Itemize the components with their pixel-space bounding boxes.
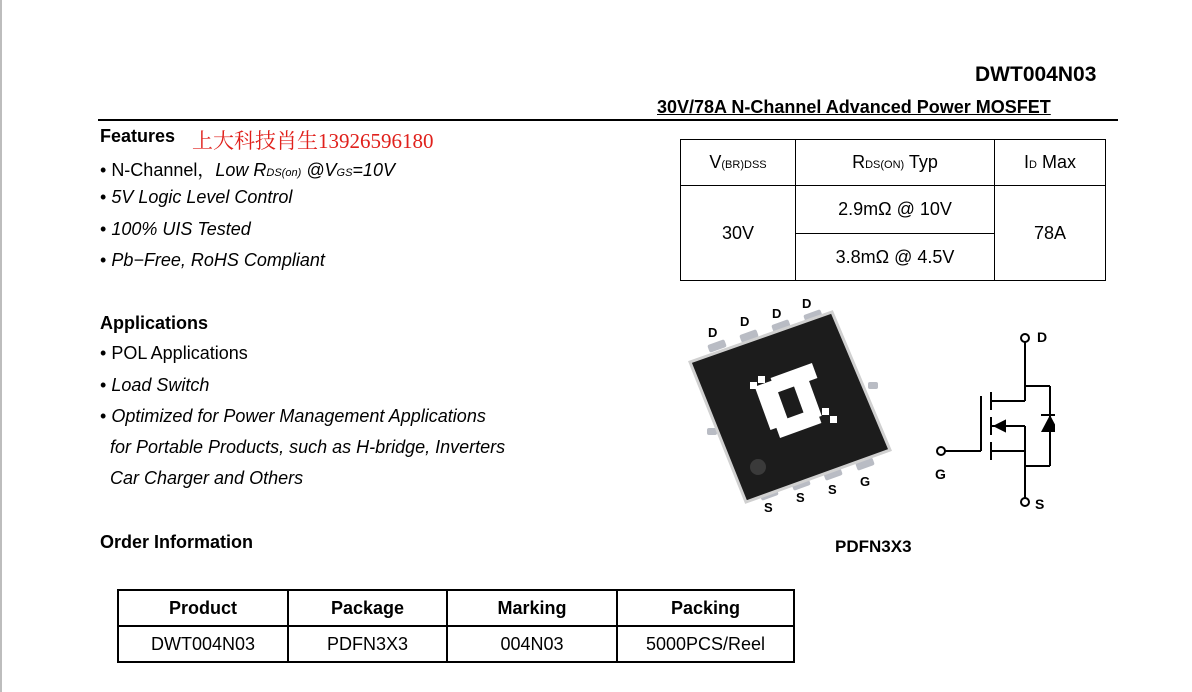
device-subtitle: 30V/78A N-Channel Advanced Power MOSFET xyxy=(657,97,1051,117)
application-3-line-1: Optimized for Power Management Applications xyxy=(111,406,486,426)
order-cell-package: PDFN3X3 xyxy=(288,626,447,662)
feature-item-1: • N-Channel，Low RDS(on) @VGS=10V xyxy=(100,160,395,180)
feature-3-text: 100% UIS Tested xyxy=(111,219,251,239)
application-3-line-2: for Portable Products, such as H-bridge, Inverters xyxy=(110,437,506,457)
order-header-package: Package xyxy=(288,590,447,626)
spec-table xyxy=(680,139,1106,281)
mosfet-schematic-icon xyxy=(925,320,1055,520)
feature-1-plain: N-Channel， xyxy=(111,160,216,180)
feature-item-2: • 5V Logic Level Control xyxy=(100,187,293,207)
features-heading: Features xyxy=(100,126,176,146)
pin-label-d2: D xyxy=(740,314,750,329)
application-2-text: Load Switch xyxy=(111,375,210,395)
pin-label-g: G xyxy=(860,474,871,489)
order-header-product: Product xyxy=(118,590,288,626)
order-header-marking: Marking xyxy=(447,590,617,626)
part-number: DWT004N03 xyxy=(975,63,1097,86)
feature-1-tail: =10V xyxy=(352,160,395,180)
order-cell-product: DWT004N03 xyxy=(118,626,288,662)
pin-label-s3: S xyxy=(828,482,837,497)
feature-1-rds-sub: DS(on) xyxy=(266,167,302,179)
feature-item-4: • Pb−Free, RoHS Compliant xyxy=(100,250,325,270)
order-cell-marking: 004N03 xyxy=(447,626,617,662)
header-rule xyxy=(98,119,1118,121)
schematic-label-s: S xyxy=(1035,496,1045,512)
package-caption: PDFN3X3 xyxy=(835,537,912,556)
application-item-3: • Optimized for Power Management Applications xyxy=(100,406,486,426)
pin-label-d3: D xyxy=(772,306,782,321)
pin-label-s1: S xyxy=(764,500,773,515)
feature-1-low: Low R xyxy=(215,160,267,180)
order-heading: Order Information xyxy=(100,532,254,552)
feature-2-text: 5V Logic Level Control xyxy=(111,187,293,207)
pin-label-s2: S xyxy=(796,490,805,505)
pin1-marker xyxy=(750,459,766,475)
page-edge-line xyxy=(0,0,2,692)
spec-vdss-value: 30V xyxy=(681,186,796,281)
pin-label-d1: D xyxy=(708,325,718,340)
spec-id-value: 78A xyxy=(995,186,1106,281)
schematic-label-d: D xyxy=(1037,329,1048,345)
spec-header-id: ID Max xyxy=(995,140,1106,186)
order-cell-packing: 5000PCS/Reel xyxy=(617,626,794,662)
application-3-line-3: Car Charger and Others xyxy=(110,468,304,488)
order-table xyxy=(117,589,795,663)
spec-header-vdss: V(BR)DSS xyxy=(681,140,796,186)
schematic-label-g: G xyxy=(935,466,946,482)
contact-stamp: 上大科技肖生13926596180 xyxy=(192,129,434,153)
package-illustration xyxy=(680,290,910,520)
application-1-text: POL Applications xyxy=(111,343,248,363)
spec-rds-10v: 2.9mΩ @ 10V xyxy=(796,186,995,234)
application-item-1: • POL Applications xyxy=(100,343,248,363)
feature-1-gs-sub: GS xyxy=(336,167,353,179)
spec-rds-4p5v: 3.8mΩ @ 4.5V xyxy=(796,234,995,281)
pin-label-d4: D xyxy=(802,296,812,311)
feature-1-at: @V xyxy=(301,160,337,180)
order-header-packing: Packing xyxy=(617,590,794,626)
feature-4-text: Pb−Free, RoHS Compliant xyxy=(111,250,325,270)
feature-item-3: • 100% UIS Tested xyxy=(100,219,251,239)
spec-header-rds: RDS(ON) Typ xyxy=(796,140,995,186)
application-item-2: • Load Switch xyxy=(100,375,210,395)
applications-heading: Applications xyxy=(100,313,209,333)
